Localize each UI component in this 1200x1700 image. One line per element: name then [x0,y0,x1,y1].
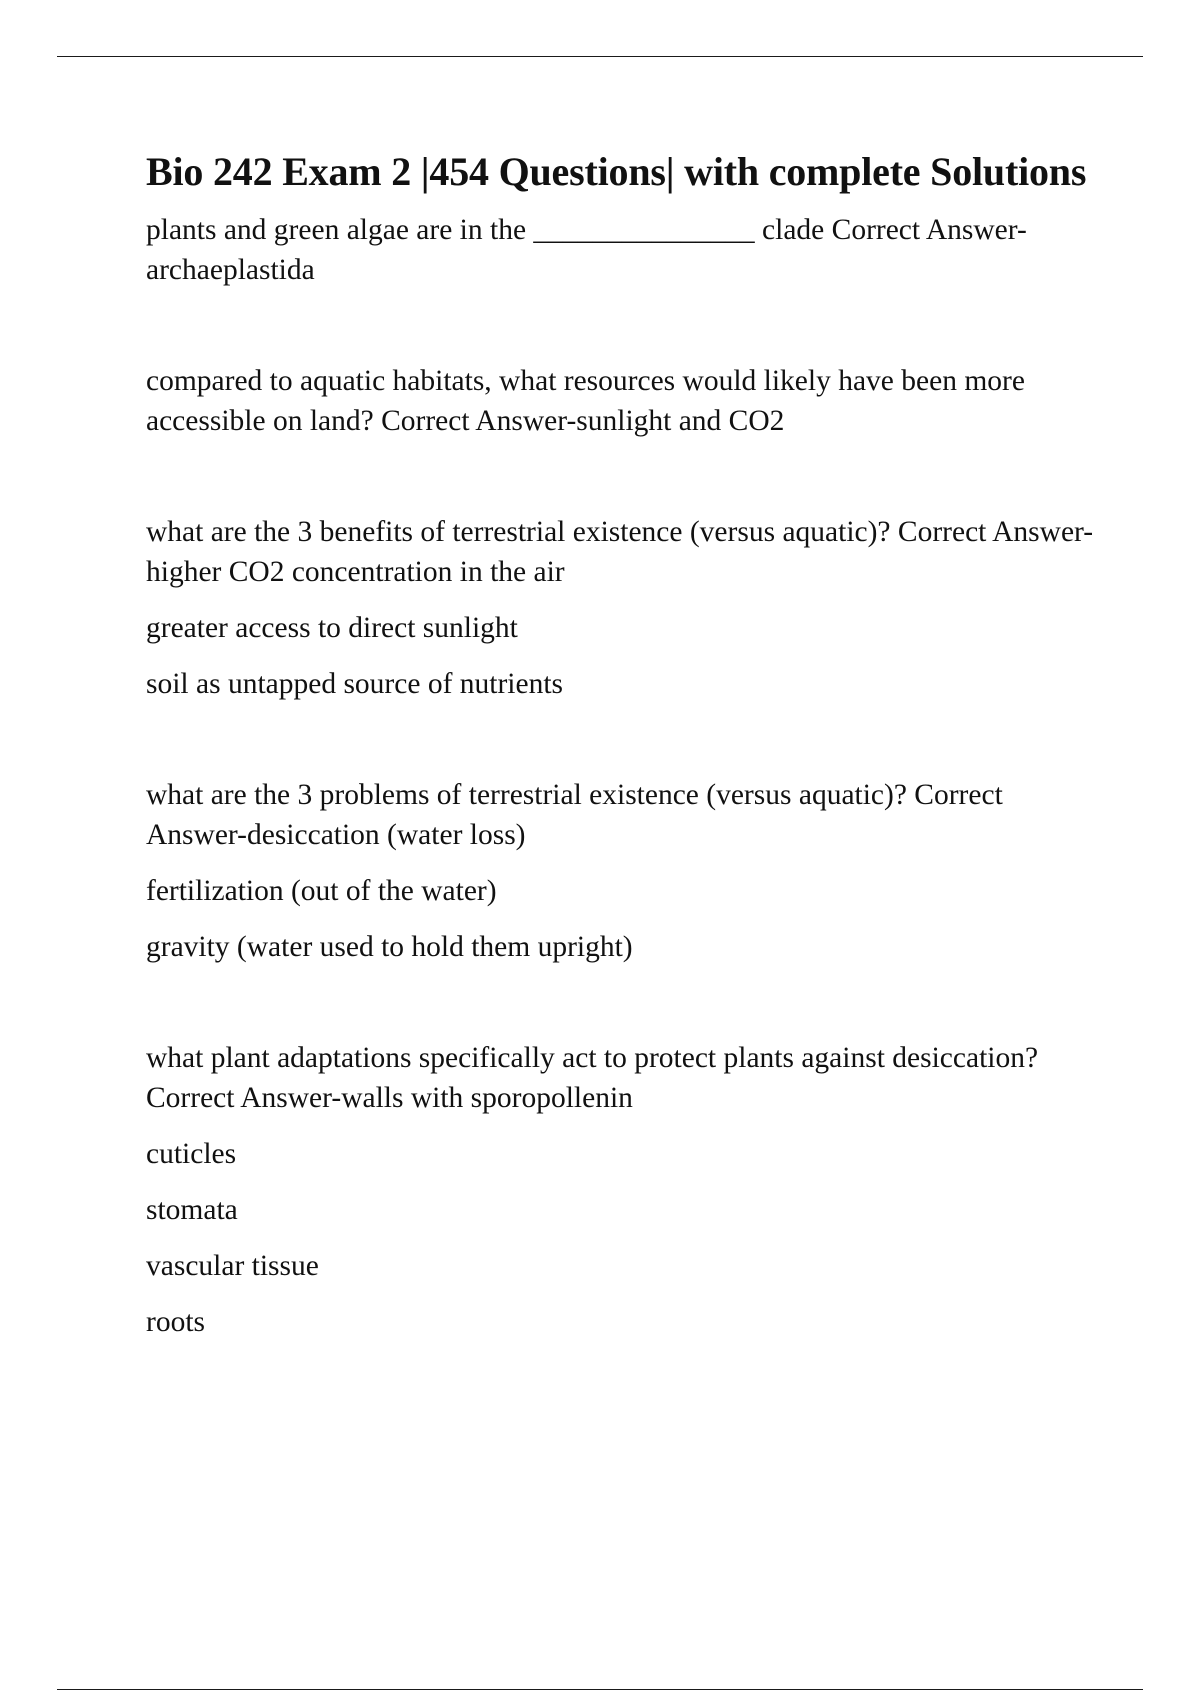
qa-entry-5 [146,1038,1106,1342]
answer-line: greater access to direct sunlight [146,612,518,644]
question-text: compared to aquatic habitats, what resources would likely have been more accessible on land? Correct Answer-sunlight and CO2 [146,365,1025,437]
qa-entry-1 [146,210,1106,290]
qa-entry-3 [146,512,1106,704]
question-text: what plant adaptations specifically act to protect plants against desiccation? Correct Answer-walls with sporopollenin [146,1042,1039,1114]
question-text: plants and green algae are in the _______________ clade Correct Answer-archaeplastida [146,214,1027,286]
top-divider [57,56,1143,57]
answer-line: soil as untapped source of nutrients [146,668,564,700]
answer-line: gravity (water used to hold them upright) [146,931,633,963]
question-text: what are the 3 benefits of terrestrial existence (versus aquatic)? Correct Answer-higher CO2 concentration in the air [146,516,1094,588]
question-text: what are the 3 problems of terrestrial existence (versus aquatic)? Correct Answer-desiccation (water loss) [146,779,1003,851]
document-body [146,144,1106,1342]
qa-entry-4 [146,775,1106,967]
answer-line: vascular tissue [146,1250,319,1282]
document-title: Bio 242 Exam 2 |454 Questions| with complete Solutions [146,149,1087,194]
bottom-divider [57,1689,1143,1690]
answer-line: stomata [146,1194,238,1226]
answer-line: roots [146,1306,205,1338]
answer-line: cuticles [146,1138,237,1170]
answer-line: fertilization (out of the water) [146,875,497,907]
qa-entry-2 [146,361,1106,441]
